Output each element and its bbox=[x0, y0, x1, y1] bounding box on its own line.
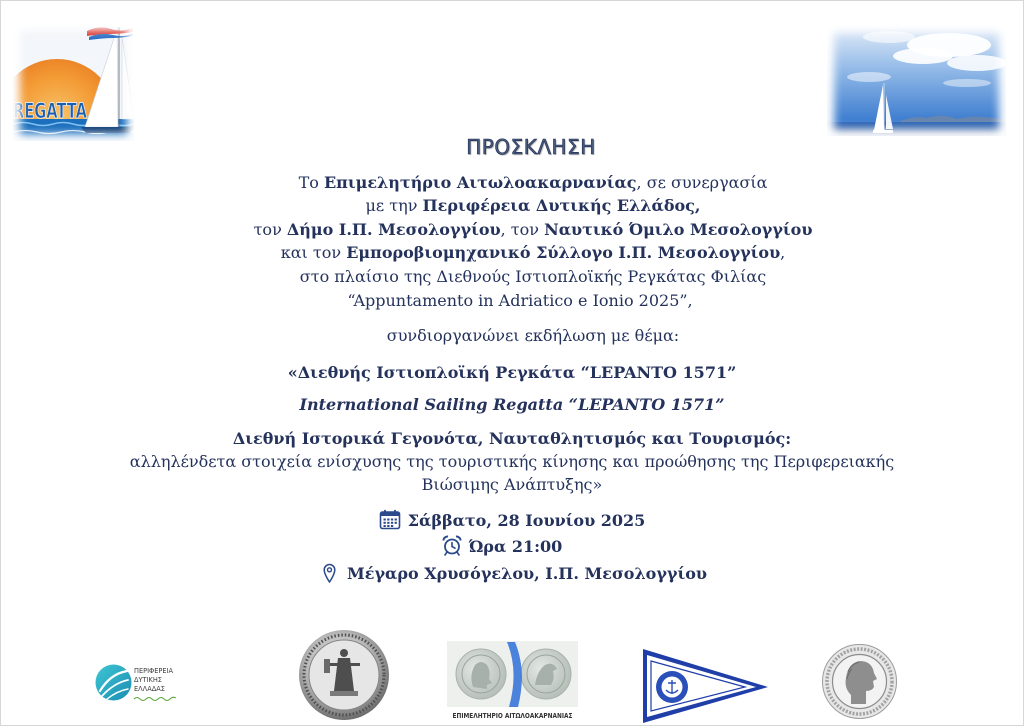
topic-title-greek: «Διεθνής Ιστιοπλοϊκή Ρεγκάτα “LEPANTO 1571” bbox=[287, 363, 737, 382]
event-venue bbox=[7, 563, 1023, 585]
regatta-name: “Appuntamento in Adriatico e Ionio 2025”, bbox=[347, 291, 693, 310]
location-pin-icon bbox=[323, 563, 336, 583]
intro-text: τον bbox=[253, 220, 287, 239]
intro-line-2 bbox=[43, 195, 1023, 217]
coin-left bbox=[456, 649, 506, 699]
topic-description-line-1: αλληλένδετα στοιχεία ενίσχυσης της τουριστικής κίνησης και προώθησης της Περιφερειακής bbox=[129, 452, 895, 471]
intro-text: και τον bbox=[280, 243, 347, 262]
event-time-text: Ώρα 21:00 bbox=[468, 537, 563, 556]
intro-line-1 bbox=[43, 172, 1023, 194]
intro-text: , bbox=[780, 243, 786, 262]
nautical-club-name: Ναυτικό Όμιλο Μεσολογγίου bbox=[544, 220, 813, 239]
regatta-wordmark: REGATTA bbox=[13, 99, 88, 123]
chamber-logo-caption: ΕΠΙΜΕΛΗΤΗΡΙΟ ΑΙΤΩΛΟΑΚΑΡΝΑΝΙΑΣ bbox=[452, 712, 573, 720]
trade-association-seal bbox=[821, 642, 899, 722]
event-venue-text: Μέγαρο Χρυσόγελου, Ι.Π. Μεσολογγίου bbox=[347, 564, 707, 583]
region-emblem bbox=[96, 665, 132, 701]
intro-line-4 bbox=[43, 242, 1023, 264]
region-logo-text: ΔΥΤΙΚΗΣ bbox=[134, 676, 162, 684]
topic-title-english: International Sailing Regatta “LEPANTO 1571” bbox=[299, 395, 725, 414]
region-logo-text: ΠΕΡΙΦΕΡΕΙΑ bbox=[134, 667, 173, 675]
topic-subtitle: Διεθνή Ιστορικά Γεγονότα, Ναυταθλητισμός και Τουρισμός: bbox=[232, 429, 792, 448]
municipality-name: Δήμο Ι.Π. Μεσολογγίου bbox=[286, 220, 501, 239]
sailboat-photo bbox=[827, 25, 1006, 136]
intro-text: με την bbox=[365, 196, 423, 215]
nautical-club-pennant bbox=[641, 647, 771, 725]
chamber-name: Επιμελητήριο Αιτωλοακαρνανίας bbox=[323, 173, 637, 192]
regatta-logo-graphic bbox=[13, 23, 134, 141]
sea bbox=[827, 122, 1006, 136]
club-emblem bbox=[656, 671, 688, 703]
calendar-icon bbox=[379, 509, 401, 530]
context-line: στο πλαίσιο της Διεθνούς Ιστιοπλοϊκής Ρεγκάτας Φιλίας bbox=[299, 267, 767, 286]
trade-association-name: Εμποροβιομηχανικό Σύλλογο Ι.Π. Μεσολογγίου bbox=[346, 243, 781, 262]
event-date-text: Σάββατο, 28 Ιουνίου 2025 bbox=[407, 511, 646, 530]
regatta-logo bbox=[13, 23, 134, 141]
sailboat-photo-graphic bbox=[827, 25, 1006, 136]
region-logo bbox=[93, 661, 188, 705]
alarm-clock-icon bbox=[442, 535, 462, 556]
event-time bbox=[1, 536, 1003, 558]
intro-line-3 bbox=[43, 219, 1023, 241]
intro-text: , τον bbox=[500, 220, 545, 239]
intro-text: , σε συνεργασία bbox=[636, 173, 768, 192]
coin-right bbox=[521, 649, 571, 699]
intro-text: Το bbox=[298, 173, 324, 192]
region-logo-text: ΕΛΛΑΔΑΣ bbox=[134, 685, 165, 693]
region-name: Περιφέρεια Δυτικής Ελλάδος, bbox=[422, 196, 701, 215]
announcement-line: συνδιοργανώνει εκδήλωση με θέμα: bbox=[386, 326, 680, 345]
topic-description-line-2: Βιώσιμης Ανάπτυξης» bbox=[421, 475, 603, 494]
page-title: ΠΡΟΣΚΛΗΣΗ bbox=[466, 135, 596, 159]
event-date bbox=[1, 510, 1023, 532]
chamber-logo bbox=[447, 641, 578, 721]
region-tagline-mark bbox=[134, 697, 176, 700]
municipality-seal bbox=[297, 629, 391, 721]
